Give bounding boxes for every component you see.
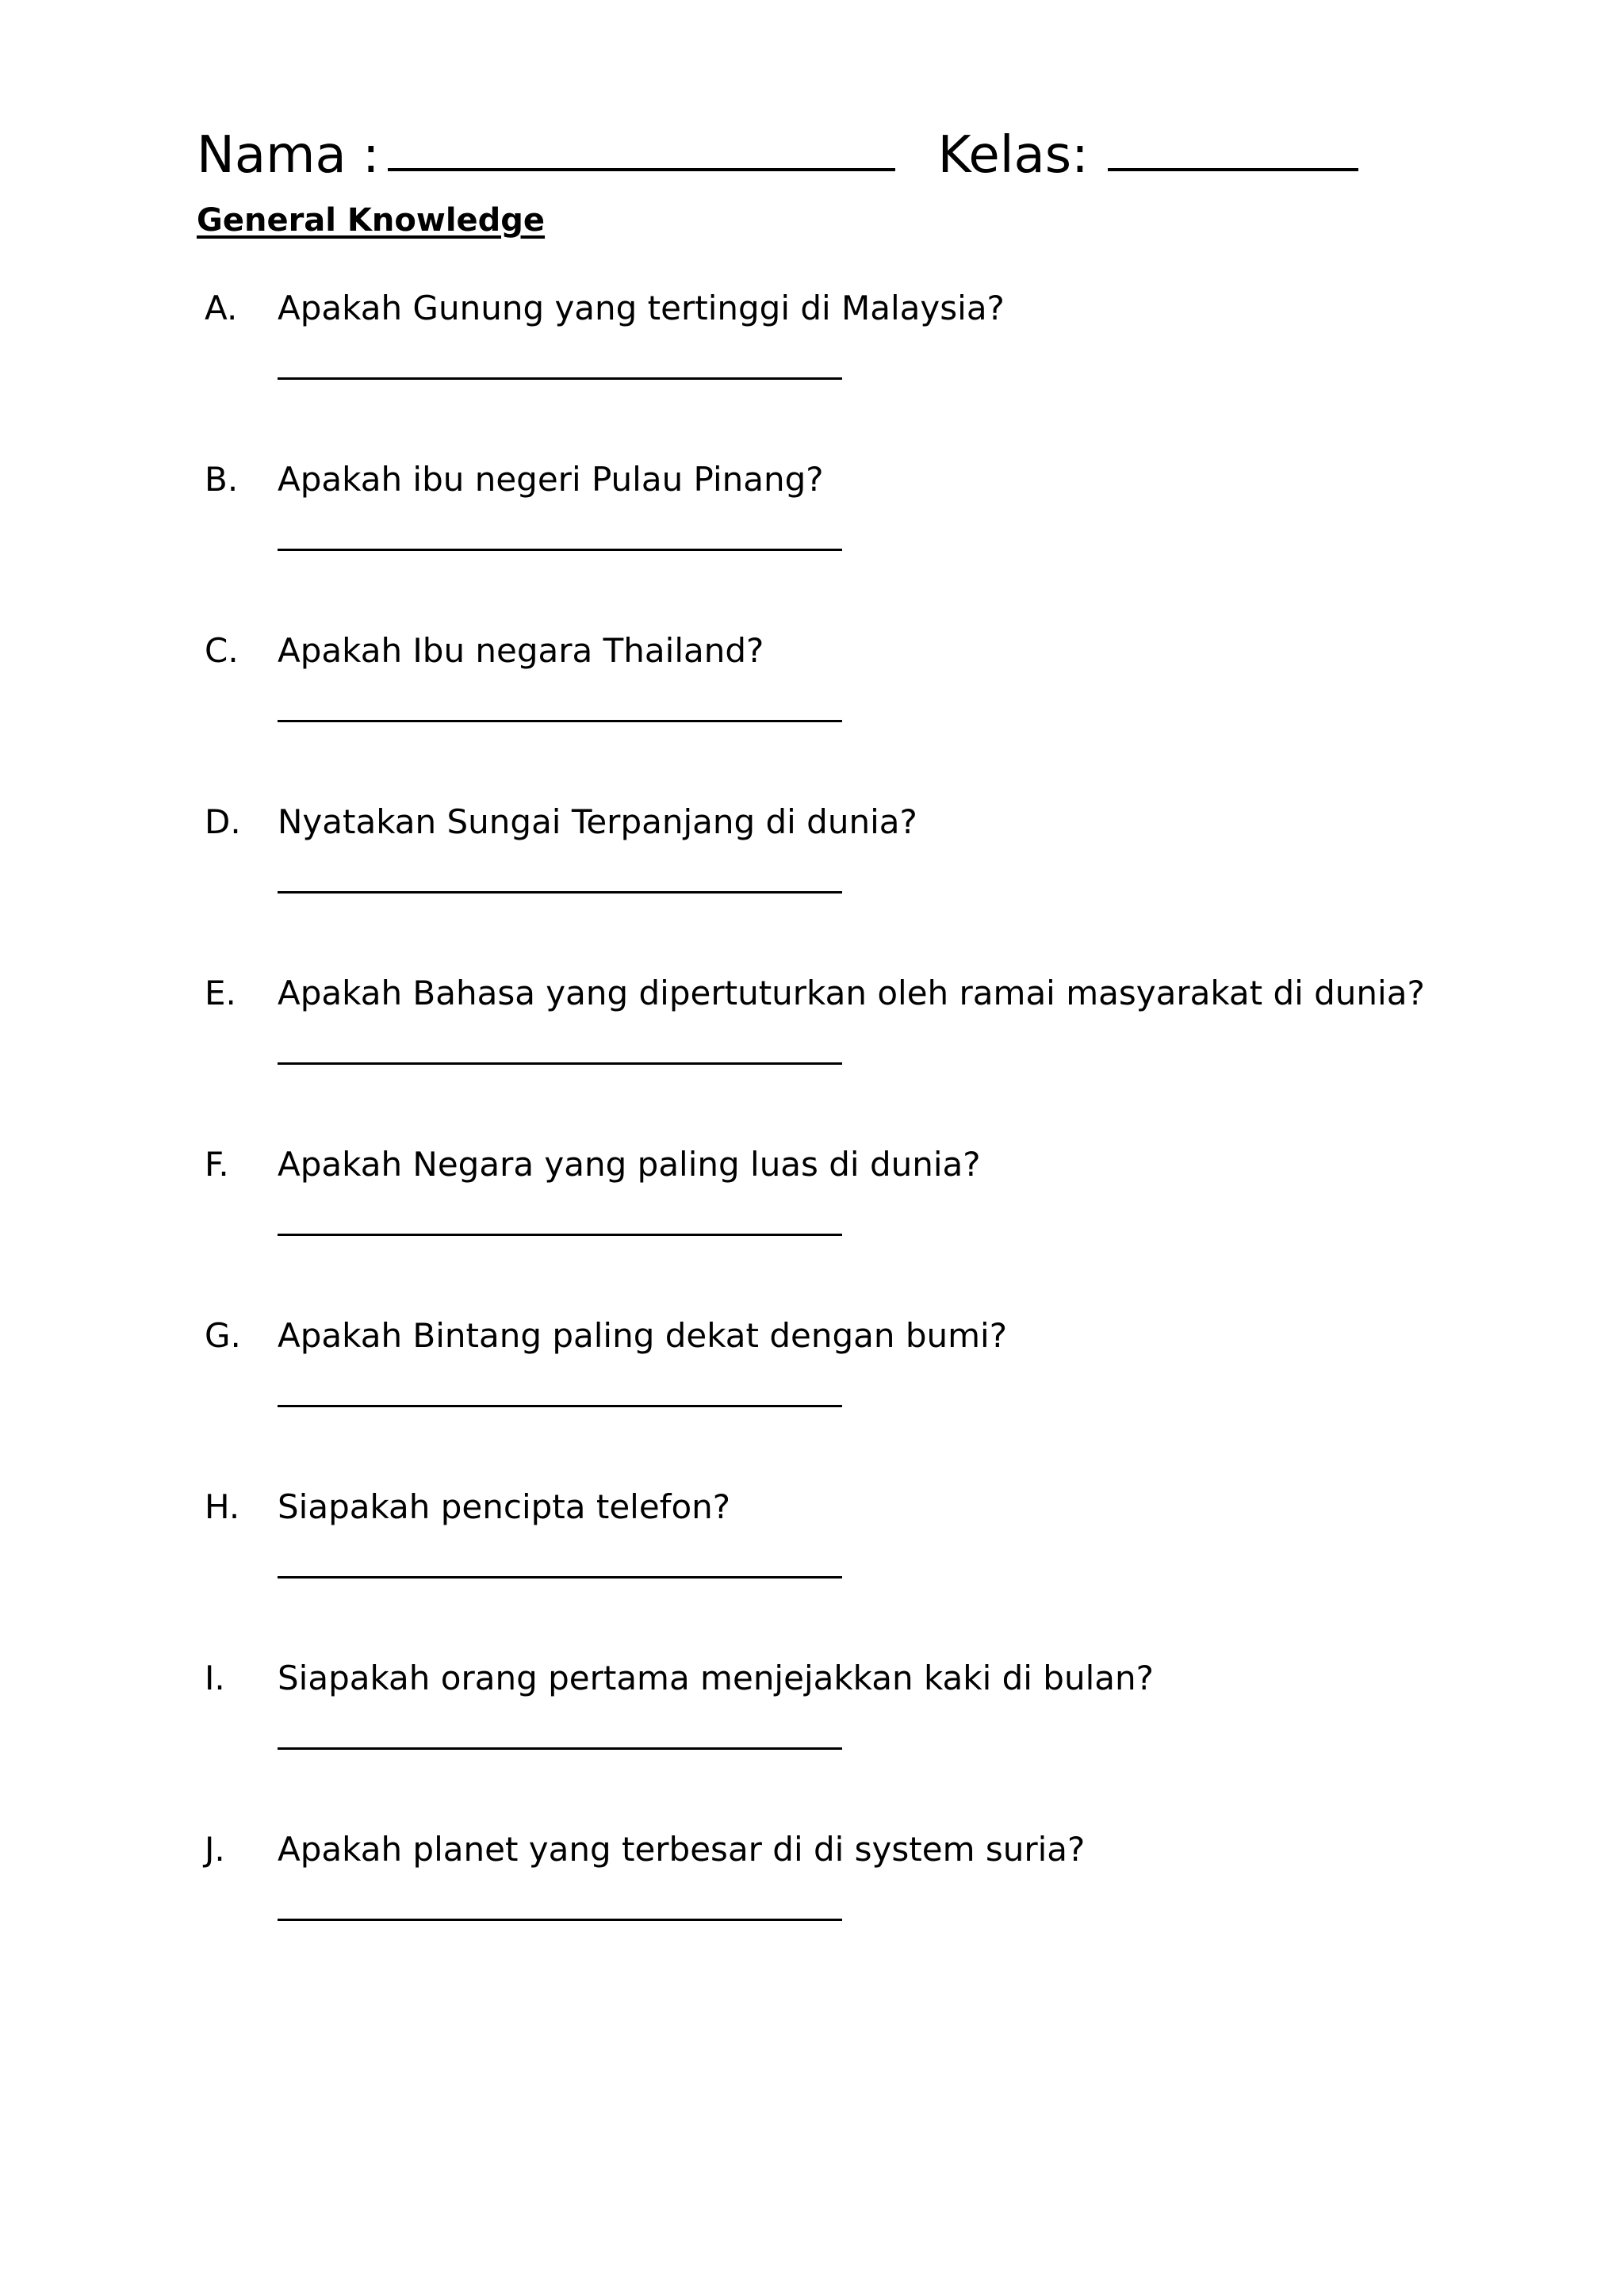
question-text: Apakah Negara yang paling luas di dunia? xyxy=(278,1145,981,1184)
question-item xyxy=(205,972,1600,1143)
answer-line xyxy=(278,1747,842,1750)
question-letter: G. xyxy=(205,1316,241,1355)
question-text: Apakah Bintang paling dekat dengan bumi? xyxy=(278,1316,1008,1355)
question-letter: H. xyxy=(205,1487,240,1526)
question-letter: A. xyxy=(205,289,238,327)
answer-line xyxy=(278,1062,842,1065)
kelas-label: Kelas: xyxy=(937,126,1089,185)
question-letter: I. xyxy=(205,1659,225,1697)
question-letter: D. xyxy=(205,802,241,841)
question-text: Apakah Gunung yang tertinggi di Malaysia? xyxy=(278,289,1005,327)
answer-line xyxy=(278,1234,842,1236)
question-text: Siapakah orang pertama menjejakkan kaki di bulan? xyxy=(278,1659,1154,1697)
question-item xyxy=(205,1486,1600,1657)
question-list xyxy=(205,287,1600,1999)
section-title: General Knowledge xyxy=(197,202,546,239)
nama-blank-line xyxy=(388,168,895,171)
question-item xyxy=(205,629,1600,801)
question-item xyxy=(205,458,1600,629)
answer-line xyxy=(278,1576,842,1578)
question-text: Apakah ibu negeri Pulau Pinang? xyxy=(278,460,824,499)
question-item xyxy=(205,287,1600,458)
question-item xyxy=(205,1314,1600,1486)
question-letter: B. xyxy=(205,460,239,499)
question-text: Nyatakan Sungai Terpanjang di dunia? xyxy=(278,802,917,841)
answer-line xyxy=(278,1405,842,1407)
question-letter: E. xyxy=(205,974,236,1012)
answer-line xyxy=(278,1919,842,1921)
student-info-header xyxy=(197,94,1358,185)
answer-line xyxy=(278,549,842,551)
question-text: Apakah Bahasa yang dipertuturkan oleh ramai masyarakat di dunia? xyxy=(278,974,1425,1012)
question-letter: F. xyxy=(205,1145,229,1184)
question-letter: C. xyxy=(205,631,239,670)
question-item xyxy=(205,1657,1600,1828)
question-letter: J. xyxy=(205,1830,225,1869)
question-item xyxy=(205,1143,1600,1314)
kelas-blank-line xyxy=(1108,168,1358,171)
answer-line xyxy=(278,720,842,722)
question-item xyxy=(205,1828,1600,1999)
question-text: Siapakah pencipta telefon? xyxy=(278,1487,731,1526)
question-item xyxy=(205,801,1600,972)
answer-line xyxy=(278,377,842,380)
nama-label: Nama : xyxy=(197,126,380,185)
answer-line xyxy=(278,891,842,894)
question-text: Apakah planet yang terbesar di di system suria? xyxy=(278,1830,1086,1869)
question-text: Apakah Ibu negara Thailand? xyxy=(278,631,764,670)
